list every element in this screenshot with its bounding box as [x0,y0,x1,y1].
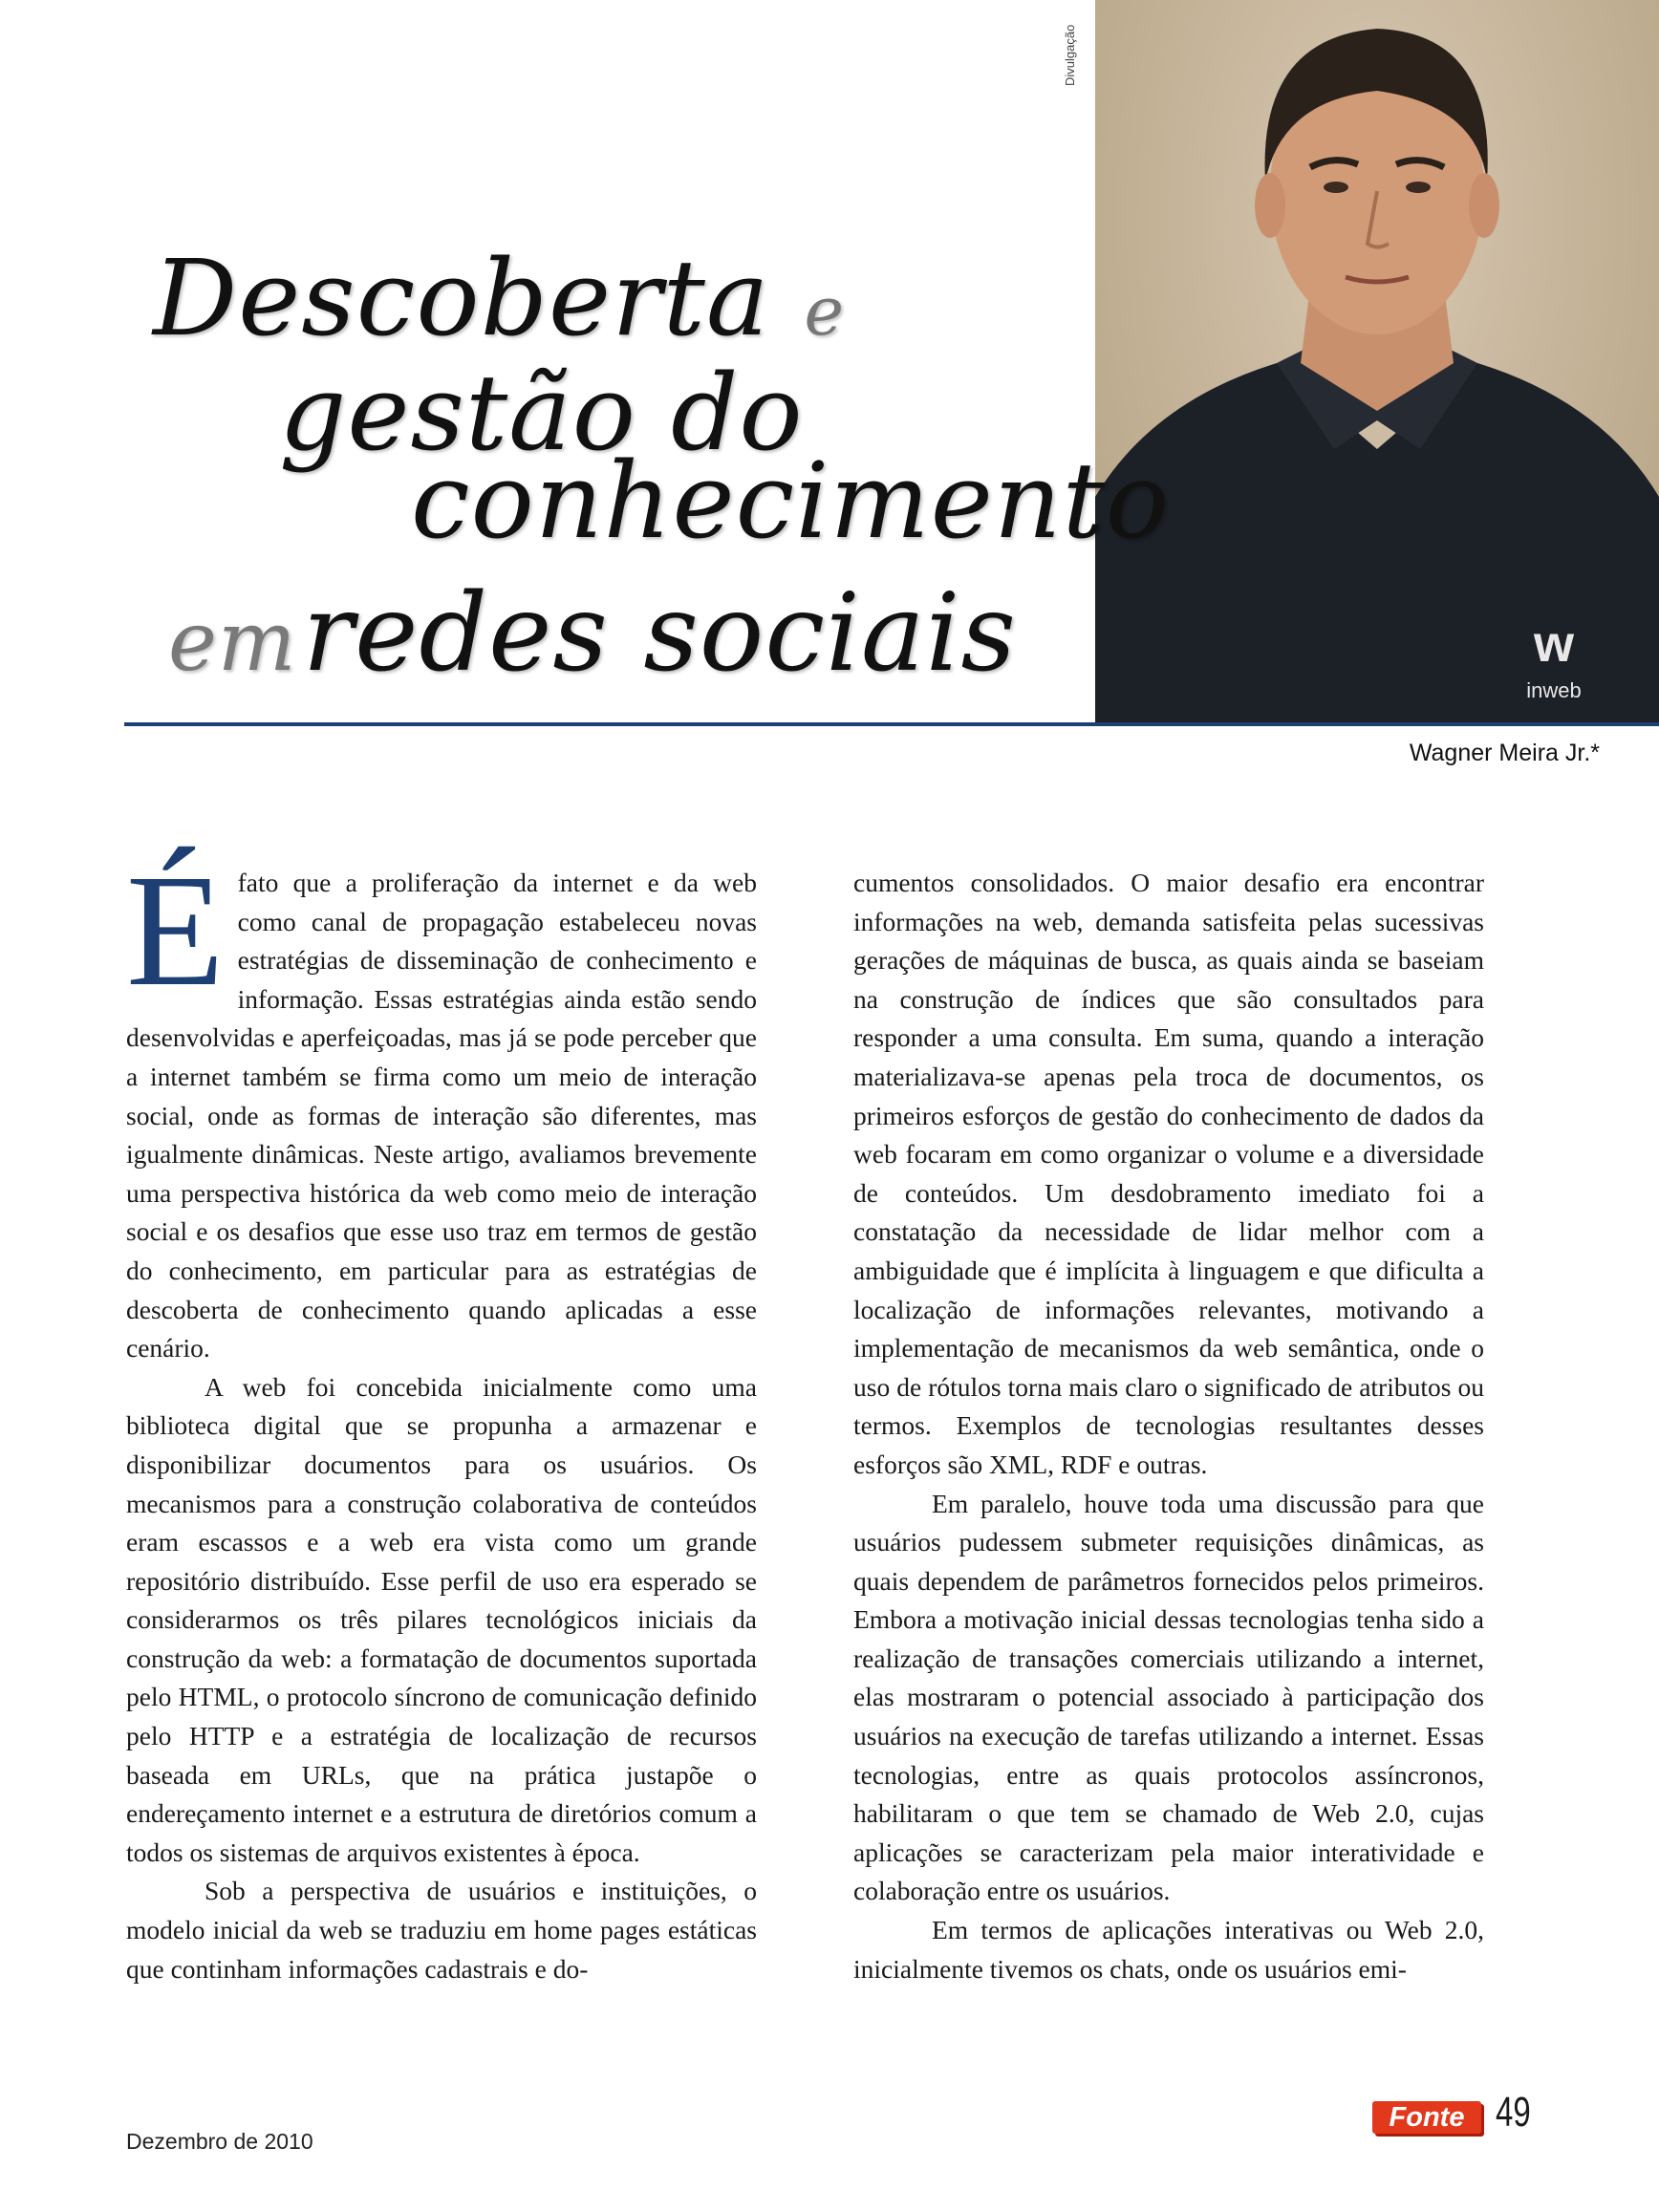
title-line-1 [153,237,845,359]
paragraph-5: Em paralelo, houve toda uma discussão para que usuários pudessem submeter requisições dinâmicas, as quais dependem de parâmetros fornecidos pelos primeiros. Embora a motivação inicial dessas tecnologias tenha sido a realização de transações comerciais utilizando a internet, elas mostraram o potencial associado à participação dos usuários na execução de tarefas utilizando a internet. Essas tecnologias, entre as quais protocolos assíncronos, habilitaram o que tem se chamado de Web 2.0, cujas aplicações se caracterizam pela maior interatividade e colaboração entre os usuários. [853,1488,1484,1906]
body-column-1 [126,842,757,1988]
magazine-logo: Fonte [1372,2101,1481,2134]
paragraph-6: Em termos de aplicações interativas ou Web 2.0, inicialmente tivemos os chats, onde os usuários emi- [853,1915,1484,1984]
body-column-2 [853,864,1484,1988]
paragraph-2: A web foi concebida inicialmente como uma biblioteca digital que se propunha a armazenar e disponibilizar documentos para os usuários. Os mecanismos para a construção colaborativa de conteúdos eram escassos e a web era vista como um grande repositório distribuído. Esse perfil de uso era esperado se considerarmos os três pilares tecnológicos iniciais da construção da web: a formatação de documentos suportada pelo HTML, o protocolo síncrono de comunicação definido pelo HTTP e a estratégia de localização de recursos baseada em URLs, que na prática justapõe o endereçamento internet e a estrutura de diretórios comum a todos os sistemas de arquivos existentes à época. [126,1371,757,1867]
title-line-4 [168,571,1017,696]
title-line-2: gestão do [279,352,804,474]
author-name: Wagner Meira Jr.* [1409,740,1600,766]
title-word-em: em [168,594,297,690]
title-line-3: conhecimento [411,440,1171,562]
title-rule [124,722,1659,726]
title-word-e: e [804,272,845,351]
shirt-logo-text: inweb [1526,678,1582,702]
footer-date: Dezembro de 2010 [126,2129,313,2154]
shirt-logo-w: w [1533,615,1575,673]
title-word-descoberta: Descoberta [153,237,770,359]
paragraph-1 [126,842,757,1368]
author-photo [1095,0,1659,722]
title-word-redes-sociais: redes sociais [302,571,1017,696]
paragraph-4: cumentos consolidados. O maior desafio era encontrar informações na web, demanda satisfeita pelas sucessivas gerações de máquinas de busca, as quais ainda se baseiam na construção de índices que são consultados para responder a uma consulta. Em suma, quando a interação materializava-se apenas pela troca de documentos, os primeiros esforços de gestão do conhecimento de dados da web focaram em como organizar o volume e a diversidade de conteúdos. Um desdobramento imediato foi a constatação da necessidade de lidar melhor com a ambiguidade que é implícita à linguagem e que dificulta a localização de informações relevantes, motivando a implementação de mecanismos da web semântica, onde o uso de rótulos torna mais claro o significado de atributos ou termos. Exemplos de tecnologias resultantes desses esforços são XML, RDF e outras. [853,868,1484,1479]
paragraph-3: Sob a perspectiva de usuários e instituições, o modelo inicial da web se traduziu em home pages estáticas que continham informações cadastrais e do- [126,1876,757,1984]
photo-credit: Divulgação [1063,24,1077,86]
paragraph-1-text: fato que a proliferação da internet e da web como canal de propagação estabeleceu novas estratégias de disseminação de conhecimento e informação. Essas estratégias ainda estão sendo desenvolvidas e aperfeiçoadas, mas já se pode perceber que a internet também se firma como um meio de interação social, onde as formas de interação são diferentes, mas igualmente dinâmicas. Neste artigo, avaliamos brevemente uma perspectiva histórica da web como meio de interação social e os desafios que esse uso traz em termos de gestão do conhecimento, em particular para as estratégias de descoberta de conhecimento quando aplicadas a esse cenário. [126,868,757,1364]
drop-cap: É [126,842,225,1020]
author-portrait-illustration [1095,0,1659,722]
page-number: 49 [1496,2089,1531,2136]
